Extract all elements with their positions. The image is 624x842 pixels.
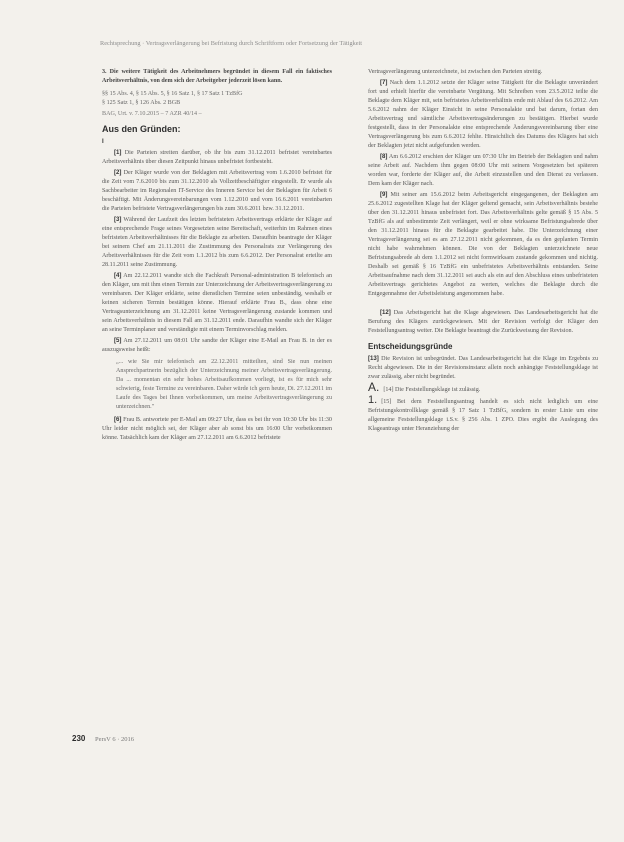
page-footer <box>72 734 134 743</box>
paragraph: [8] Am 6.6.2012 erschien der Kläger um 07:30 Uhr im Betrieb der Beklagten und nahm seine Arbeit auf. Nachdem ihm gegen 08:00 Uhr mit seinem Vorgesetzten bei späteren worden war, forderte der Kläger auf, die Arbeit einzustellen und den Dienst zu verlassen. Dem kam der Kläger nach. <box>368 153 599 187</box>
paragraph: [3] Während der Laufzeit des letzten befristeten Arbeitsvertrags erklärte der Kläger auf eine entsprechende Frage seines Vorgesetzten seine Bereitschaft, weiterhin im Rahmen eines befristeten Arbeitsverhältnisses für die Beklagte zu arbeiten. Daraufhin beantragte der Kläger bei seinem Chef am 21.11.2011 die Zustimmung des Personalrats zur Verlängerung des Arbeitsverhältnisses für die Zeit vom 1.1.2012 bis zum 6.6.2012. Der Personalrat erteilte am 28.11.2011 seine Zustimmung. <box>102 216 332 268</box>
paragraph: [9] Mit seiner am 15.6.2012 beim Arbeitsgericht eingegangenen, der Beklagten am 25.6.2012 zugestellten Klage hat der Kläger geltend gemacht, sein Arbeitsverhältnis bestehe über den 31.12.2011 hinaus unbefristet fort. Das Arbeitsverhältnis gelte gemäß § 15 Abs. 5 TzBfG als auf unbestimmte Zeit verlängert, weil er ohne wirksame Befristungsabrede über den 31.12.2011 hinaus für die Beklagte gearbeitet habe. Die Unterzeichnung einer Vertragsverlängerung sei es am 27.12.2011 nicht gekommen, da es den geplanten Termin nicht habe wahrnehmen können. Die von der Beklagten unterzeichnete neue Befristungsabrede ab dem 1.1.2012 sei nicht formwirksam zustande gekommen und nichtig. Deshalb sei gemäß § 16 TzBfG ein unbefristetes Arbeitsverhältnis entstanden. Seine Arbeitsaufnahme nach dem 31.12.2011 sei auch als ein auf den Abschluss eines unbefristeten Arbeitsvertrags gerichtetes Angebot zu werten, welches die Beklagte durch die Entgegennahme der Arbeitsleistung angenommen habe. <box>368 191 599 297</box>
paragraph: [5] Am 27.12.2011 um 08:01 Uhr sandte der Kläger eine E-Mail an Frau B. in der es auszugsweise heißt: <box>102 337 333 353</box>
paragraph: [1] Die Parteien streiten darüber, ob ihr bis zum 31.12.2011 befristet vereinbartes Arbeitsverhältnis über diesen Zeitpunkt hinaus unbefristet fortbesteht. <box>102 149 332 165</box>
case-reference: BAG, Urt. v. 7.10.2015 – 7 AZR 40/14 – <box>102 111 202 117</box>
section-a: A. [14] Die Feststellungsklage ist zulässig. <box>368 380 481 394</box>
email-quote: „... wie Sie mir telefonisch am 22.12.2011 mitteilten, sind Sie nun meinen Ansprechpartnerin bezüglich der Unterzeichnung meiner Arbeitsvertragsverlängerung. Da ... momentan ein sehr hohes Arbeitsaufkommen vorliegt, ist es für mich sehr schwierig, feste Termine zu vereinbaren. Daher würde ich gern heute, Di. 27.12.2011 im Laufe des Tages bei Ihnen vorbeikommen, um meine Arbeitsvertragsverlängerung zu unterzeichnen." <box>116 359 332 410</box>
journal-issue: PersV 6 · 2016 <box>94 736 135 743</box>
paragraph: Vertragsverlängerung unterzeichnete, ist zwischen den Parteien streitig. <box>368 69 543 75</box>
decision-heading: Entscheidungsgründe <box>368 342 453 351</box>
roman-numeral: I <box>102 138 104 145</box>
norm-citation: §§ 15 Abs. 4, § 15 Abs. 5, § 16 Satz 1, § 17 Satz 1 TzBfG <box>102 91 243 97</box>
paragraph: [4] Am 22.12.2011 wandte sich die Fachkraft Personal-administration B telefonisch an den Kläger, um mit ihm einen Termin zur Unterzeichnung der Arbeitsvertragsverlängerung zu vereinbaren. Der Kläger erklärte, seine dienstlichen Termine seien unbeständig, weshalb er keinen sicheren Termin bestätigen könne. Hierauf erklärte Frau B., dass ohne eine Vertragsunterzeichnung am 31.12.2011 keine Vertragsverlängerung zustande kommen und sein Arbeitsverhältnis in diesem Fall am 31.12.2011 ende. Daraufhin wandte sich der Kläger an seine Terminplaner und verständigte mit einem Terminvorschlag melden. <box>102 272 332 333</box>
paragraph: [6] Frau B. antwortete per E-Mail am 09:27 Uhr, dass es bei ihr von 10:30 Uhr bis 11:30 Uhr leider nicht möglich sei, der Kläger aber ab sonst bis um 16:00 Uhr vorbeikommen könne. Tatsächlich kam der Kläger am 27.12.2011 am 6.6.2012 befristete <box>102 416 332 441</box>
paragraph: [12] Das Arbeitsgericht hat die Klage abgewiesen. Das Landesarbeitsgericht hat die Berufung des Klägers zurückgewiesen. Mit der Revision verfolgt der Kläger den Feststellungsantrag weiter. Die Beklagte beantragt die Zurückweisung der Revision. <box>368 309 598 334</box>
running-head: Rechtsprechung · Vertragsverlängerung bei Befristung durch Schriftform oder Fortsetzung der Tätigkeit <box>100 40 363 47</box>
paragraph: [7] Nach dem 1.1.2012 setzte der Kläger seine Tätigkeit für die Beklagte unverändert fort und erhielt hierfür die vereinbarte Vergütung. Mit Schreiben vom 23.5.2012 teilte die Beklagte dem Kläger mit, sein befristetes Arbeitsverhältnis ende mit Ablauf des 6.6.2012. Am 5.6.2012 nahm der Kläger Einsicht in seine Personalakte und bat darum, fortan den Arbeitsvertrag und sämtliche Arbeitsvertragsänderungen zu bestätigen. Hierbei wurde festgestellt, dass in der Personalakte eine entsprechende Änderungsvereinbarung über eine Vertragsverlängerung bis zum 6.6.2012 fehlte. Hinsichtlich des Datums des Klägers hat sich der Beklagten jetzt nicht aufgefunden werden. <box>368 79 598 149</box>
section-1: 1. [15] Bei dem Feststellungsantrag handelt es sich nicht lediglich um eine Befristungskontrollklage gemäß § 17 Satz 1 TzBfG, sondern in erster Linie um eine allgemeine Feststellungsklage i.S.v. § 256 Abs. 1 ZPO. Dies ergibt die Auslegung des Klageantrags unter Heranziehung der <box>368 394 598 432</box>
right-column <box>368 68 598 435</box>
left-column <box>102 68 332 444</box>
paragraph: [2] Der Kläger wurde von der Beklagten mit Arbeitsvertrag vom 1.6.2010 befristet für die Zeit vom 7.6.2010 bis zum 31.12.2010 als Vollzeitbeschäftigter eingestellt. Er wurde als Sachbearbeiter im Regionalen IT-Service des Inneren Service bei der Beklagten für Arbeit 6 beschäftigt. Mit Änderungsvereinbarungen vom 1.12.2010 und vom 16.6.2011 vereinbarten die Parteien befristete Vertragsverlängerungen bis zum 30.6.2011 bzw. 31.12.2011. <box>102 169 332 212</box>
norms-list <box>102 90 332 108</box>
page-number: 230 <box>72 734 86 743</box>
paragraph: [13] Die Revision ist unbegründet. Das Landesarbeitsgericht hat die Klage im Ergebnis zu Recht abgewiesen. Die in der Revisionsinstanz allein noch anhängige Feststellungsklage ist zwar zulässig, aber nicht begründet. <box>368 355 598 380</box>
norm-citation: § 125 Satz 1, § 126 Abs. 2 BGB <box>102 100 181 106</box>
grounds-heading: Aus den Gründen: <box>102 124 181 134</box>
guiding-principle: 3. Die weitere Tätigkeit des Arbeitnehmers begründet in diesem Fall ein faktisches Arbeitsverhältnis, von dem sich der Arbeitgeber jederzeit lösen kann. <box>102 69 332 84</box>
